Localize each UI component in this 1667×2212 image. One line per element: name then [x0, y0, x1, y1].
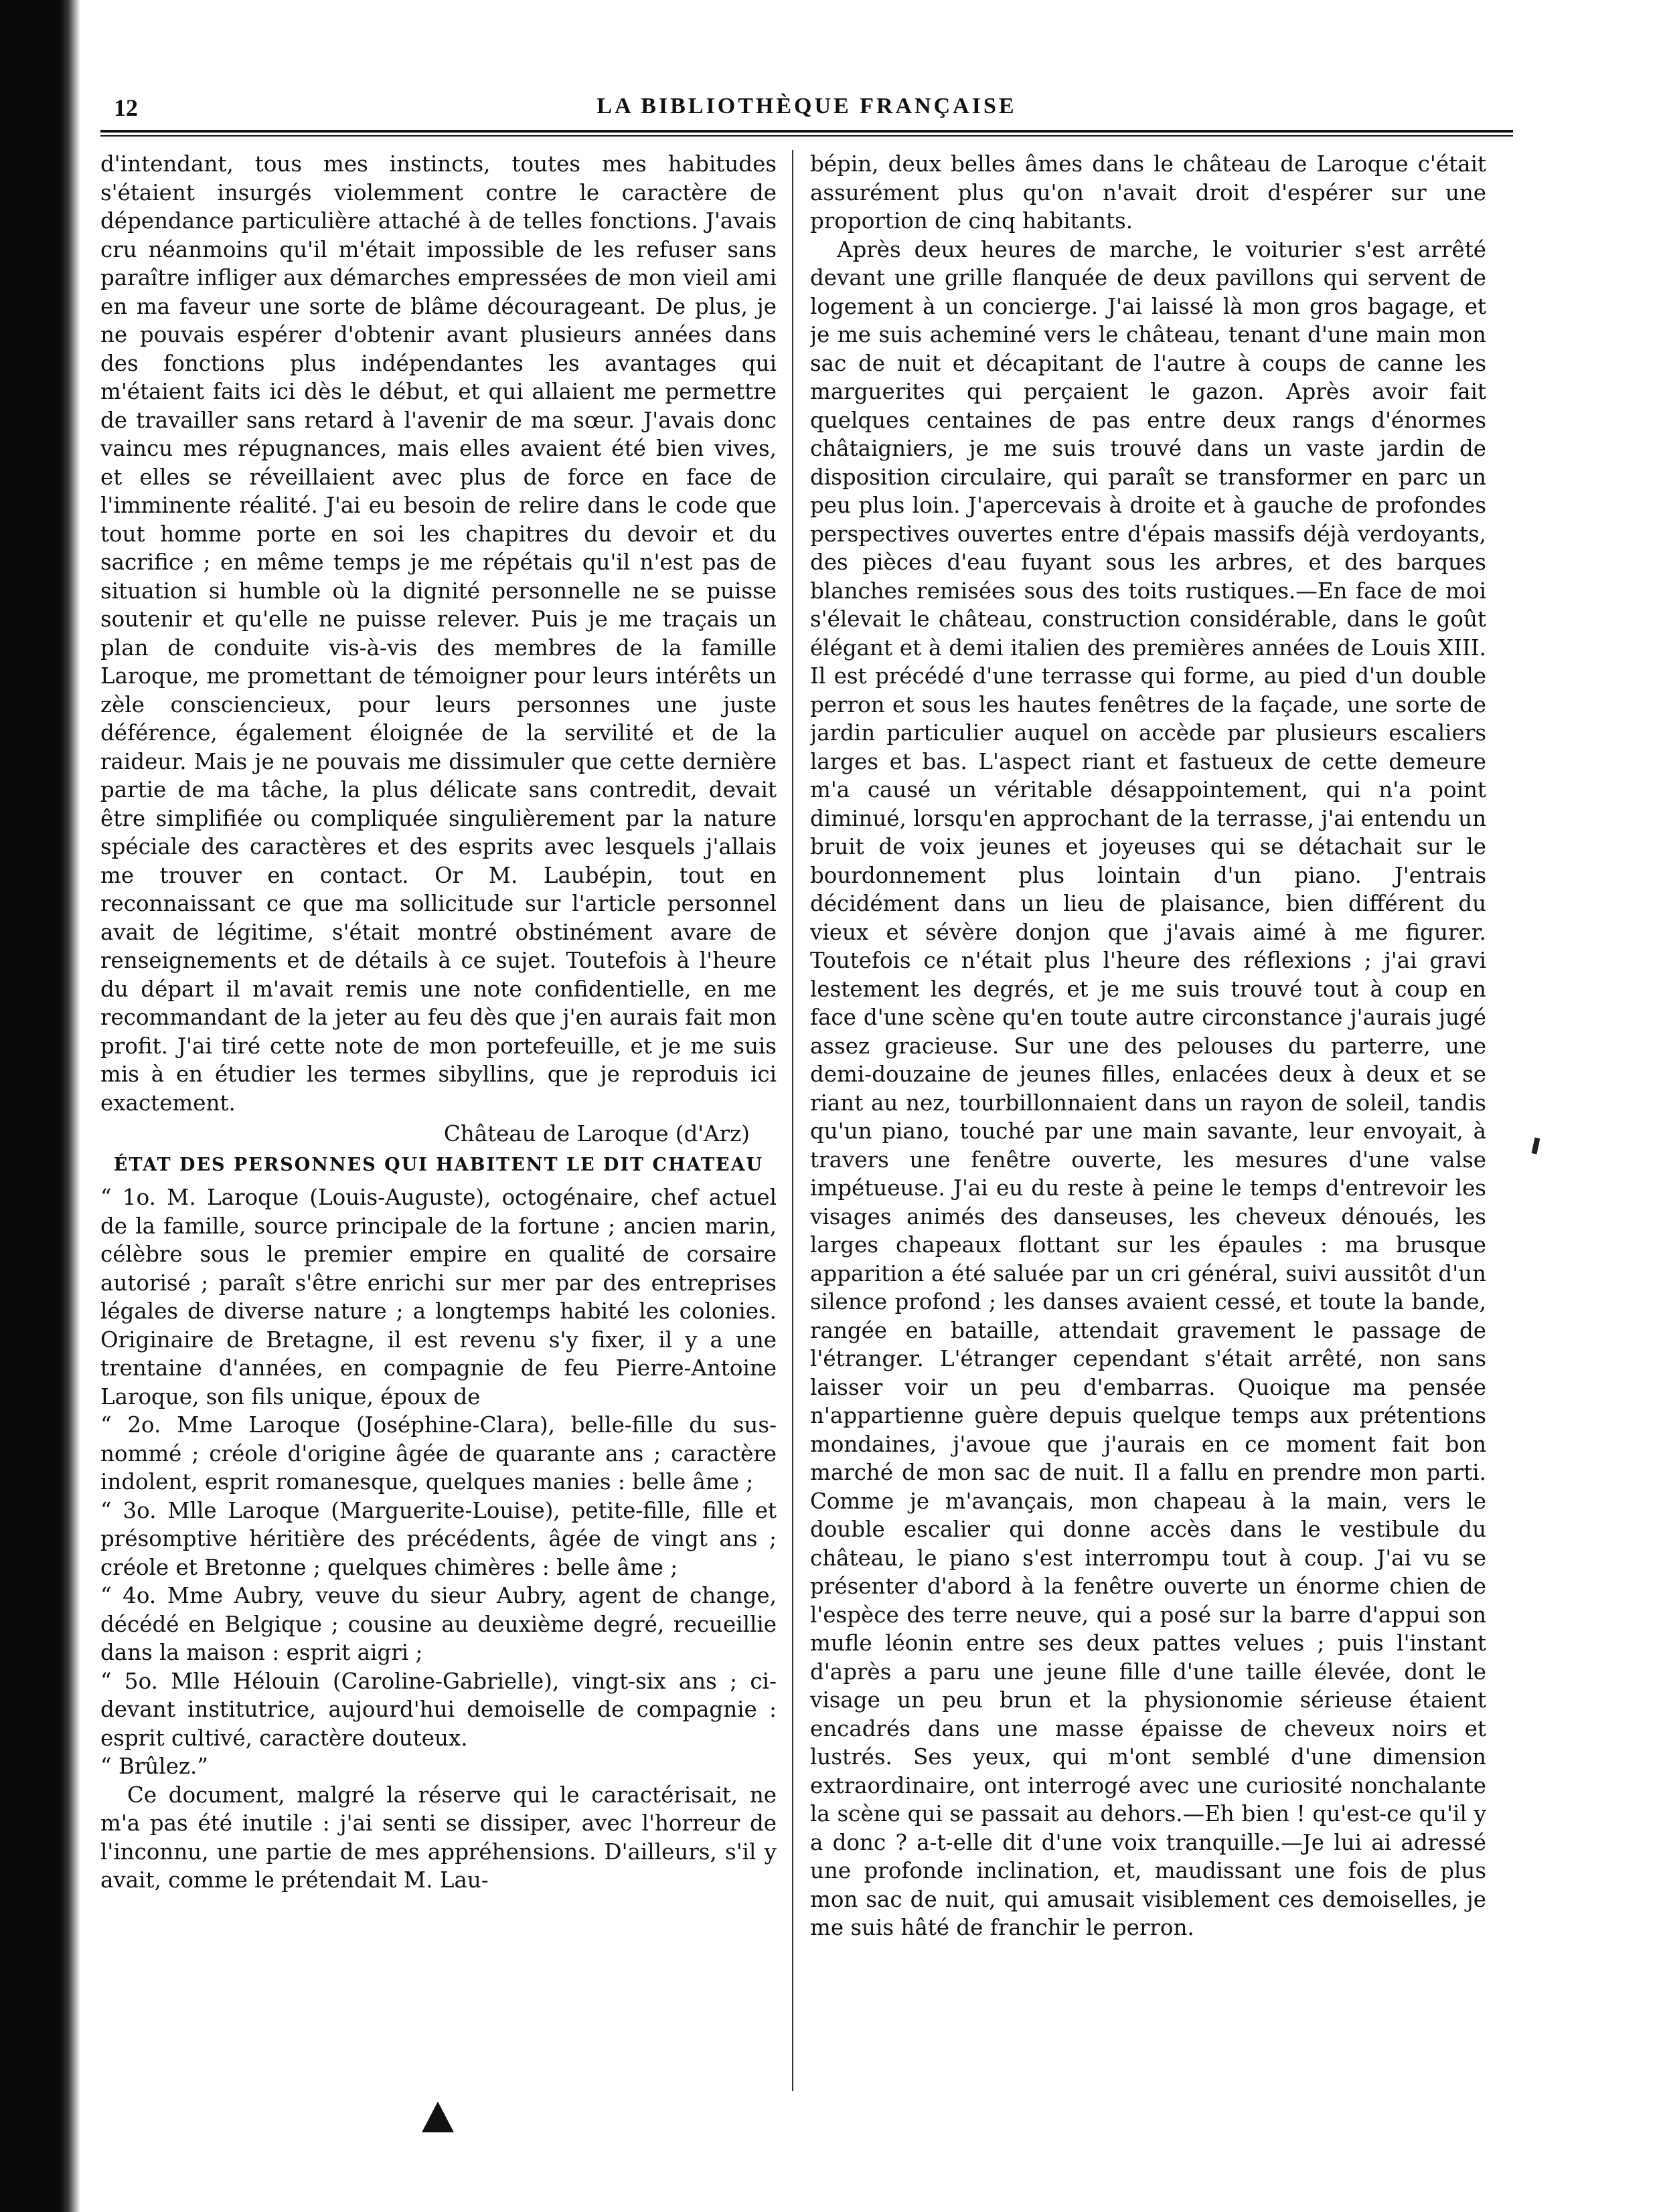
place-line: Château de Laroque (d'Arz)	[443, 1121, 750, 1146]
column-divider	[792, 150, 793, 2091]
text-columns	[100, 150, 1513, 2124]
person-entry-5: “ 5o. Mlle Hélouin (Caroline-Gabrielle), vingt-six ans ; ci-devant institutrice, aujourd'hui demoiselle de compagnie : esprit cultivé, caractère douteux.	[100, 1668, 777, 1751]
right-paragraph-1: bépin, deux belles âmes dans le château de Laroque c'était assurément plus qu'on n'avait droit d'espérer sur une proportion de cinq habitants.	[810, 151, 1486, 234]
book-binding-shadow	[0, 0, 67, 2212]
left-column	[100, 150, 777, 1895]
ink-speck	[1532, 1137, 1540, 1154]
left-paragraph-1: d'intendant, tous mes instincts, toutes mes habitudes s'étaient insurgés violemment contre le caractère de dépendance particulière attaché à de telles fonctions. J'avais cru néanmoins qu'il m'était impossible de les refuser sans paraître infliger aux démarches empressées de mon vieil ami en ma faveur une sorte de blâme décourageant. De plus, je ne pouvais espérer d'obtenir avant plusieurs années dans des fonctions plus indépendantes les avantages qui m'étaient faits ici dès le début, et qui allaient me permettre de travailler sans retard à l'avenir de ma sœur. J'avais donc vaincu mes répugnances, mais elles avaient été bien vives, et elles se réveillaient avec plus de force en face de l'imminente réalité. J'ai eu besoin de relire dans le code que tout homme porte en soi les chapitres du devoir et du sacrifice ; en même temps je me répétais qu'il n'est pas de situation si humble où la dignité personnelle ne se puisse soutenir et qu'elle ne puisse relever. Puis je me traçais un plan de conduite vis-à-vis des membres de la famille Laroque, me promettant de témoigner pour leurs intérêts un zèle consciencieux, pour leurs personnes une juste déférence, également éloignée de la servilité et de la raideur. Mais je ne pouvais me dissimuler que cette dernière partie de ma tâche, la plus délicate sans contredit, devait être simplifiée ou compliquée singulièrement par la nature spéciale des caractères et des esprits avec lesquels j'allais me trouver en contact. Or M. Laubépin, tout en reconnaissant ce que ma sollicitude sur l'article personnel avait de légitime, s'était montré obstinément avare de renseignements et de détails à ce sujet. Toutefois à l'heure du départ il m'avait remis une note confidentielle, en me recommandant de la jeter au feu dès que j'en aurais fait mon profit. J'ai tiré cette note de mon portefeuille, et je me suis mis à en étudier les termes sibyllins, que je reproduis ici exactement.	[100, 151, 777, 1116]
note-closing: “ Brûlez.”	[100, 1754, 208, 1779]
right-column	[810, 150, 1486, 1942]
print-mark	[422, 2102, 454, 2132]
running-head	[100, 94, 1513, 129]
person-entry-4: “ 4o. Mme Aubry, veuve du sieur Aubry, agent de change, décédé en Belgique ; cousine au deuxième degré, recueillie dans la maison : esprit aigri ;	[100, 1583, 777, 1665]
header-rule	[100, 130, 1513, 137]
person-entry-2: “ 2o. Mme Laroque (Joséphine-Clara), belle-fille du sus-nommé ; créole d'origine âgée de quarante ans ; caractère indolent, esprit romanesque, quelques manies : belle âme ;	[100, 1412, 777, 1495]
journal-title: LA BIBLIOTHÈQUE FRANÇAISE	[597, 94, 1017, 118]
left-paragraph-2: Ce document, malgré la réserve qui le caractérisait, ne m'a pas été inutile : j'ai senti se dissiper, avec l'horreur de l'inconnu, une partie de mes appréhensions. D'ailleurs, s'il y avait, comme le prétendait M. Lau-	[100, 1782, 777, 1893]
page	[100, 94, 1513, 2155]
person-entry-1: “ 1o. M. Laroque (Louis-Auguste), octogénaire, chef actuel de la famille, source principale de la fortune ; ancien marin, célèbre sous le premier empire en qualité de corsaire autorisé ; paraît s'être enrichi sur mer par des entreprises légales de diverse nature ; a longtemps habité les colonies. Originaire de Bretagne, il est revenu s'y fixer, il y a une trentaine d'années, en compagnie de feu Pierre-Antoine Laroque, son fils unique, époux de	[100, 1185, 777, 1410]
section-heading: ÉTAT DES PERSONNES QUI HABITENT LE DIT CHATEAU	[113, 1154, 764, 1175]
binding-edge	[60, 0, 80, 2212]
page-number: 12	[114, 94, 138, 121]
person-entry-3: “ 3o. Mlle Laroque (Marguerite-Louise), petite-fille, fille et présomptive héritière des précédents, âgée de vingt ans ; créole et Bretonne ; quelques chimères : belle âme ;	[100, 1497, 777, 1580]
right-paragraph-2: Après deux heures de marche, le voiturier s'est arrêté devant une grille flanquée de deux pavillons qui servent de logement à un concierge. J'ai laissé là mon gros bagage, et je me suis acheminé vers le château, tenant d'une main mon sac de nuit et décapitant de l'autre à coups de canne les marguerites qui perçaient le gazon. Après avoir fait quelques centaines de pas entre deux rangs d'énormes châtaigniers, je me suis trouvé dans un vaste jardin de disposition circulaire, qui paraît se transformer en parc un peu plus loin. J'apercevais à droite et à gauche de profondes perspectives ouvertes entre d'épais massifs déjà verdoyants, des pièces d'eau fuyant sous les arbres, et des barques blanches remisées sous des toits rustiques.—En face de moi s'élevait le château, construction considérable, dans le goût élégant et à demi italien des premières années de Louis XIII. Il est précédé d'une terrasse qui forme, au pied d'un double perron et sous les hautes fenêtres de la façade, une sorte de jardin particulier auquel on accède par plusieurs escaliers larges et bas. L'aspect riant et fastueux de cette demeure m'a causé un véritable désappointement, qui n'a point diminué, lorsqu'en approchant de la terrasse, j'ai entendu un bruit de voix jeunes et joyeuses qui se détachait sur le bourdonnement plus lointain d'un piano. J'entrais décidément dans un lieu de plaisance, bien différent du vieux et sévère donjon que j'avais aimé à me figurer. Toutefois ce n'était plus l'heure des réflexions ; j'ai gravi lestement les degrés, et je me suis trouvé tout à coup en face d'une scène qu'en toute autre circonstance j'aurais jugé assez gracieuse. Sur une des pelouses du parterre, une demi-douzaine de jeunes filles, enlacées deux à deux et se riant au nez, tourbillonnaient dans un rayon de soleil, tandis qu'un piano, touché par une main savante, leur envoyait, à travers une fenêtre ouverte, les mesures d'une valse impétueuse. J'ai eu du reste à peine le temps d'entrevoir les visages animés des danseuses, les cheveux dénoués, les larges chapeaux flottant sur les épaules : ma brusque apparition a été saluée par un cri général, suivi aussitôt d'un silence profond ; les danses avaient cessé, et toute la bande, rangée en bataille, attendait gravement le passage de l'étranger. L'étranger cependant s'était arrêté, non sans laisser voir un peu d'embarras. Quoique ma pensée n'appartienne guère depuis quelque temps aux prétentions mondaines, j'avoue que j'aurais en ce moment fait bon marché de mon sac de nuit. Il a fallu en prendre mon parti. Comme je m'avançais, mon chapeau à la main, vers le double escalier qui donne accès dans le vestibule du château, le piano s'est interrompu tout à coup. J'ai vu se présenter d'abord à la fenêtre ouverte un énorme chien de l'espèce des terre neuve, qui a posé sur la barre d'appui son mufle léonin entre ses deux pattes velues ; puis l'instant d'après a paru une jeune fille d'une taille élevée, dont le visage un peu brun et la physionomie sérieuse étaient encadrés dans une masse épaisse de cheveux noirs et lustrés. Ses yeux, qui m'ont semblé d'une dimension extraordinaire, ont interrogé avec une curiosité nonchalante la scène qui se passait au dehors.—Eh bien ! qu'est-ce qu'il y a donc ? a-t-elle dit d'une voix tranquille.—Je lui ai adressé une profonde inclination, et, maudissant une fois de plus mon sac de nuit, qui amusait visiblement ces demoiselles, je me suis hâté de franchir le perron.	[810, 236, 1486, 1940]
